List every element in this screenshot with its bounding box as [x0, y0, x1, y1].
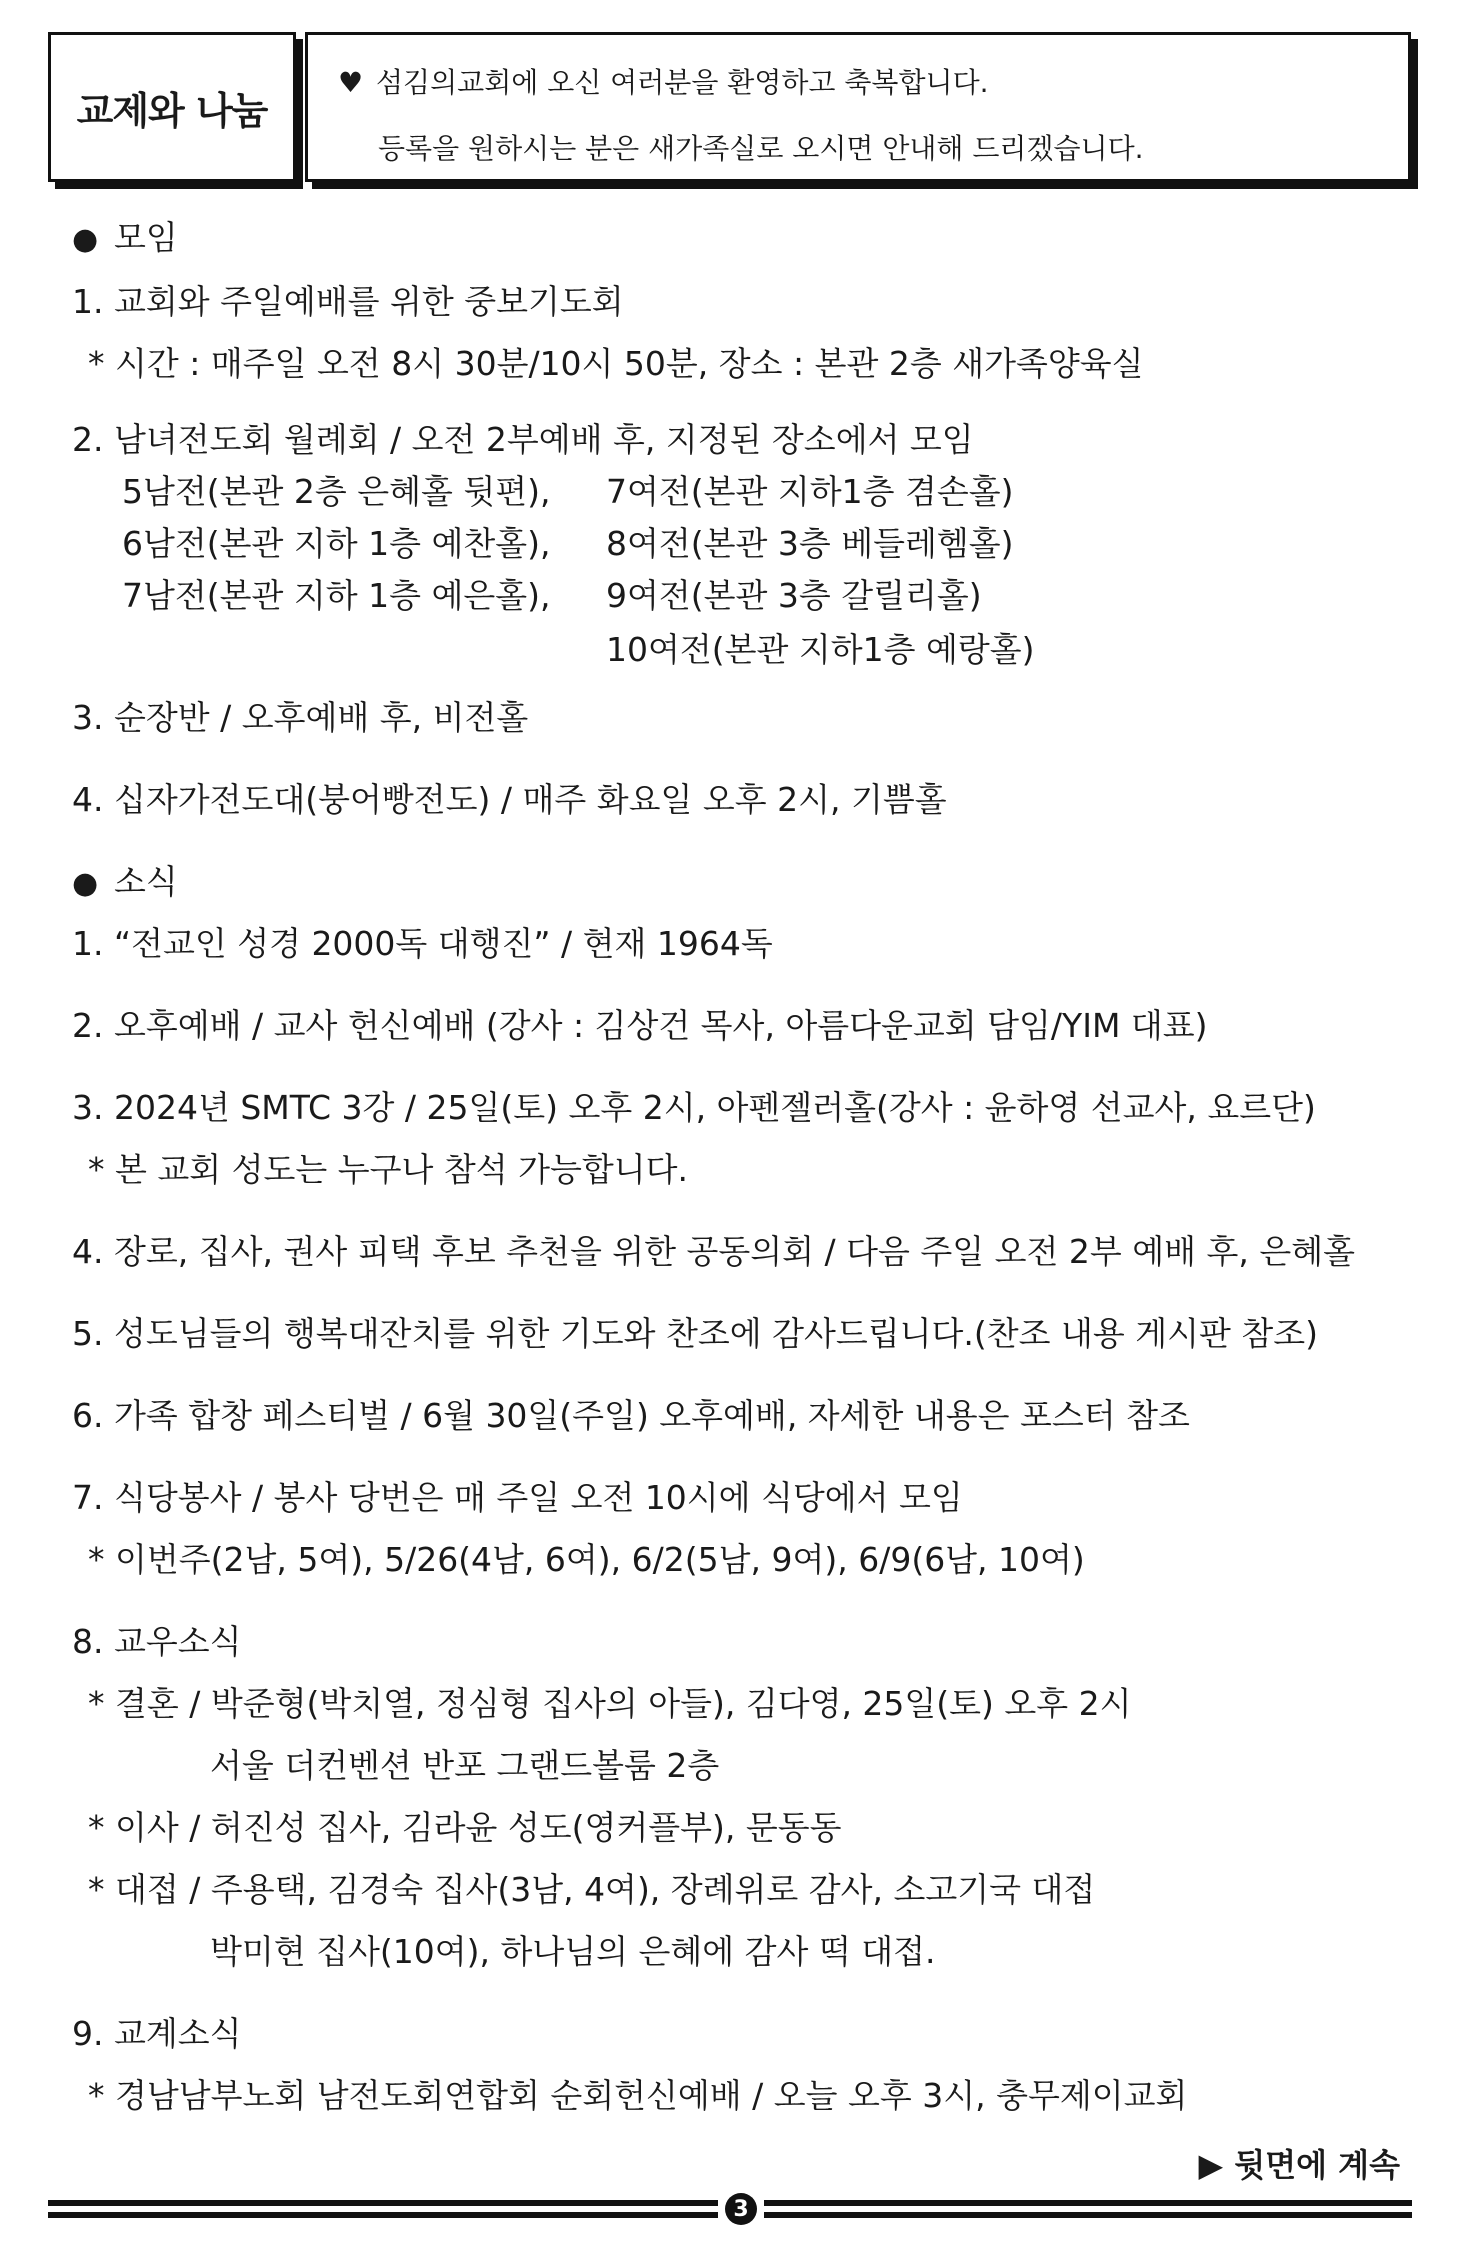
news-item-7: 7. 식당봉사 / 봉사 당번은 매 주일 오전 10시에 식당에서 모임 — [72, 1478, 963, 1517]
women-group-8: 8여전(본관 3층 베들레헴홀) — [606, 524, 1014, 563]
news-item-3-note: * 본 교회 성도는 누구나 참석 가능합니다. — [88, 1150, 688, 1189]
meeting-item-2: 2. 남녀전도회 월례회 / 오전 2부예배 후, 지정된 장소에서 모임 — [72, 420, 974, 459]
news-heading — [72, 862, 178, 904]
footer-rule-left-top — [48, 2200, 718, 2206]
women-group-10: 10여전(본관 지하1층 예랑홀) — [606, 630, 1035, 669]
women-group-7: 7여전(본관 지하1층 겸손홀) — [606, 472, 1014, 511]
footer-rule-right-top — [764, 2200, 1412, 2206]
footer-rule-right-bottom — [764, 2212, 1412, 2218]
welcome-line-2: 등록을 원하시는 분은 새가족실로 오시면 안내해 드리겠습니다. — [378, 132, 1144, 165]
news-item-6: 6. 가족 합창 페스티벌 / 6월 30일(주일) 오후예배, 자세한 내용은 포스터 참조 — [72, 1396, 1190, 1435]
meeting-item-1: 1. 교회와 주일예배를 위한 중보기도회 — [72, 282, 624, 321]
men-group-6: 6남전(본관 지하 1층 예찬홀), — [122, 524, 551, 563]
play-arrow-icon: ▶ — [1198, 2146, 1235, 2184]
men-group-7: 7남전(본관 지하 1층 예은홀), — [122, 576, 551, 615]
bullet-dot-icon: ● — [72, 222, 99, 257]
meeting-item-4: 4. 십자가전도대(붕어빵전도) / 매주 화요일 오후 2시, 기쁨홀 — [72, 780, 947, 819]
welcome-box — [305, 32, 1411, 182]
news-item-4: 4. 장로, 집사, 권사 피택 후보 추천을 위한 공동의회 / 다음 주일 오전 2부 예배 후, 은혜홀 — [72, 1232, 1355, 1271]
meetings-heading-label: 모임 — [114, 218, 178, 257]
welcome-text-1: 섬김의교회에 오신 여러분을 환영하고 축복합니다. — [376, 66, 989, 99]
news-item-8-treat: * 대접 / 주용택, 김경숙 집사(3남, 4여), 장례위로 감사, 소고기국 대접 — [88, 1870, 1096, 1909]
news-item-9: 9. 교계소식 — [72, 2014, 242, 2053]
welcome-line-1 — [338, 61, 989, 101]
continue-label: 뒷면에 계속 — [1234, 2146, 1400, 2184]
news-item-1: 1. “전교인 성경 2000독 대행진” / 현재 1964독 — [72, 924, 773, 963]
meetings-heading — [72, 218, 178, 260]
footer-rule-left-bottom — [48, 2212, 718, 2218]
men-group-5: 5남전(본관 2층 은혜홀 뒷편), — [122, 472, 551, 511]
meeting-item-3: 3. 순장반 / 오후예배 후, 비전홀 — [72, 698, 529, 737]
bullet-dot-icon: ● — [72, 866, 99, 901]
heart-icon: ♥ — [338, 66, 364, 99]
news-item-2: 2. 오후예배 / 교사 헌신예배 (강사 : 김상건 목사, 아름다운교회 담임/YIM 대표) — [72, 1006, 1208, 1045]
news-item-8-treat-cont: 박미현 집사(10여), 하나님의 은혜에 감사 떡 대접. — [210, 1932, 936, 1971]
page-number: 3 — [725, 2193, 757, 2225]
news-item-8-wedding-venue: 서울 더컨벤션 반포 그랜드볼룸 2층 — [210, 1746, 720, 1785]
continue-on-back-link — [1199, 2140, 1400, 2186]
news-heading-label: 소식 — [114, 862, 178, 901]
news-item-7-note: * 이번주(2남, 5여), 5/26(4남, 6여), 6/2(5남, 9여), 6/9(6남, 10여) — [88, 1540, 1085, 1579]
news-item-8-move: * 이사 / 허진성 집사, 김라윤 성도(영커플부), 문동동 — [88, 1808, 842, 1847]
news-item-8-wedding: * 결혼 / 박준형(박치열, 정심형 집사의 아들), 김다영, 25일(토) 오후 2시 — [88, 1684, 1132, 1723]
news-item-3: 3. 2024년 SMTC 3강 / 25일(토) 오후 2시, 아펜젤러홀(강사 : 윤하영 선교사, 요르단) — [72, 1088, 1316, 1127]
news-item-9-note: * 경남남부노회 남전도회연합회 순회헌신예배 / 오늘 오후 3시, 충무제이교회 — [88, 2076, 1188, 2115]
meeting-item-1-note: * 시간 : 매주일 오전 8시 30분/10시 50분, 장소 : 본관 2층 새가족양육실 — [88, 344, 1144, 383]
women-group-9: 9여전(본관 3층 갈릴리홀) — [606, 576, 982, 615]
news-item-5: 5. 성도님들의 행복대잔치를 위한 기도와 찬조에 감사드립니다.(찬조 내용 게시판 참조) — [72, 1314, 1318, 1353]
section-title: 교제와 나눔 — [76, 88, 268, 133]
section-title-box — [48, 32, 296, 182]
news-item-8: 8. 교우소식 — [72, 1622, 242, 1661]
